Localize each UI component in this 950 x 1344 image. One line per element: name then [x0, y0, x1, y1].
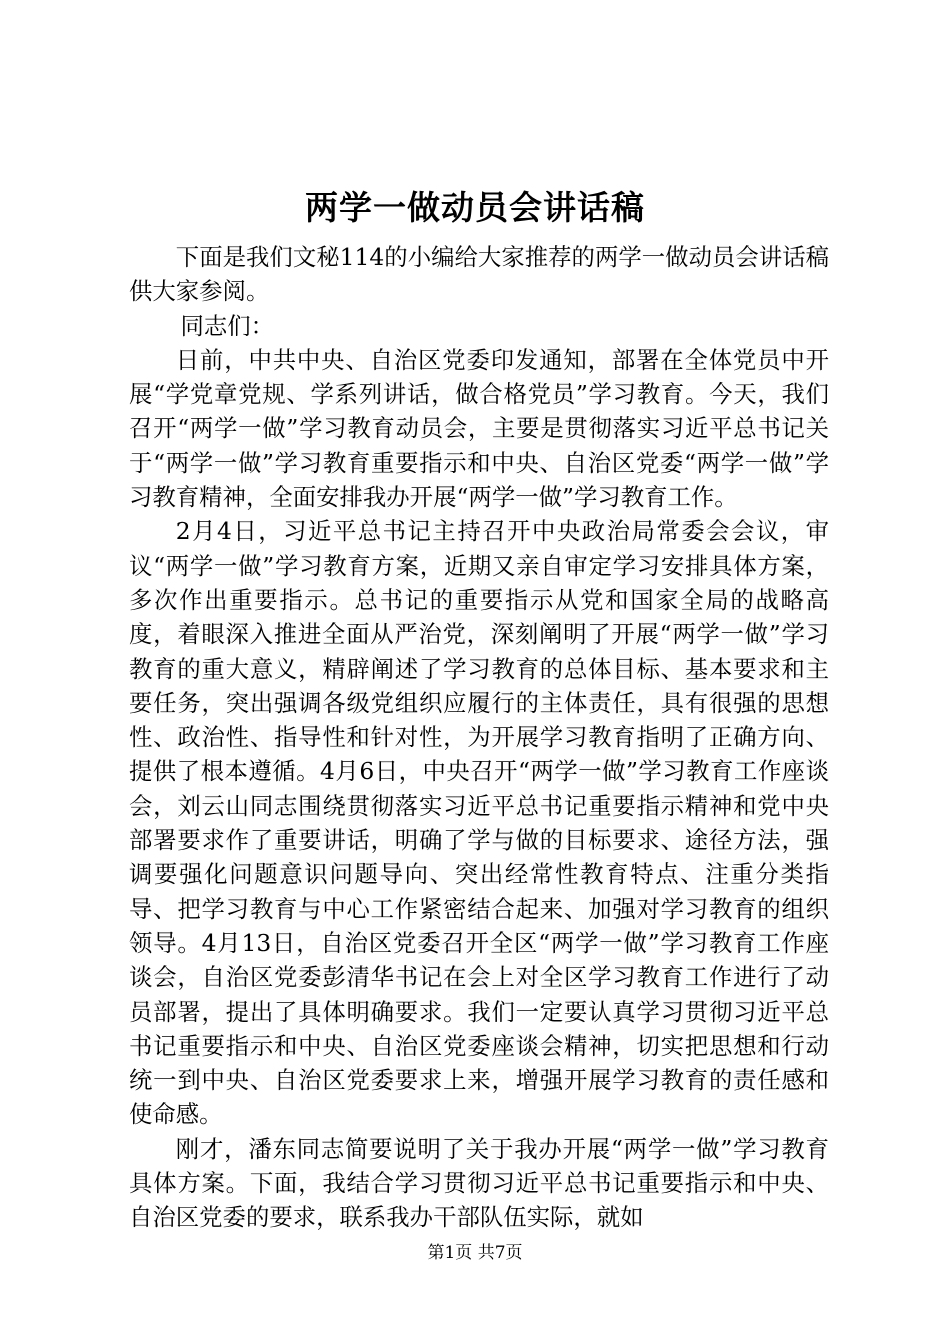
body-paragraph: 2月4日，习近平总书记主持召开中央政治局常委会会议，审议“两学一做”学习教育方案，近期又亲自审定学习安排具体方案，多次作出重要指示。总书记的重要指示从党和国家全局的战略高度，着眼深入推进全面从严治党，深刻阐明了开展“两学一做”学习教育的重大意义，精辟阐述了学习教育的总体目标、基本要求和主要任务，突出强调各级党组织应履行的主体责任，具有很强的思想性、政治性、指导性和针对性，为开展学习教育指明了正确方向、提供了根本遵循。4月6日，中央召开“两学一做”学习教育工作座谈会，刘云山同志围绕贯彻落实习近平总书记重要指示精神和党中央部署要求作了重要讲话，明确了学与做的目标要求、途径方法，强调要强化问题意识问题导向、突出经常性教育特点、注重分类指导、把学习教育与中心工作紧密结合起来、加强对学习教育的组织领导。4月13日，自治区党委召开全区“两学一做”学习教育工作座谈会，自治区党委彭清华书记在会上对全区学习教育工作进行了动员部署，提出了具体明确要求。我们一定要认真学习贯彻习近平总书记重要指示和中央、自治区党委座谈会精神，切实把思想和行动统一到中央、自治区党委要求上来，增强开展学习教育的责任感和使命感。 — [129, 517, 829, 1129]
greeting-paragraph: 同志们： — [180, 311, 275, 340]
body-paragraph: 刚才，潘东同志简要说明了关于我办开展“两学一做”学习教育具体方案。下面，我结合学习贯彻习近平总书记重要指示和中央、自治区党委的要求，联系我办干部队伍实际，就如 — [129, 1134, 829, 1232]
document-title: 两学一做动员会讲话稿 — [305, 188, 645, 227]
intro-paragraph: 下面是我们文秘114的小编给大家推荐的两学一做动员会讲话稿供大家参阅。 — [129, 243, 829, 306]
page-indicator: 第1页 共7页 — [427, 1243, 523, 1263]
document-body — [129, 240, 829, 1235]
body-paragraph: 日前，中共中央、自治区党委印发通知，部署在全体党员中开展“学党章党规、学系列讲话，做合格党员”学习教育。今天，我们召开“两学一做”学习教育动员会，主要是贯彻落实习近平总书记关于“两学一做”学习教育重要指示和中央、自治区党委“两学一做”学习教育精神，全面安排我办开展“两学一做”学习教育工作。 — [129, 345, 829, 512]
